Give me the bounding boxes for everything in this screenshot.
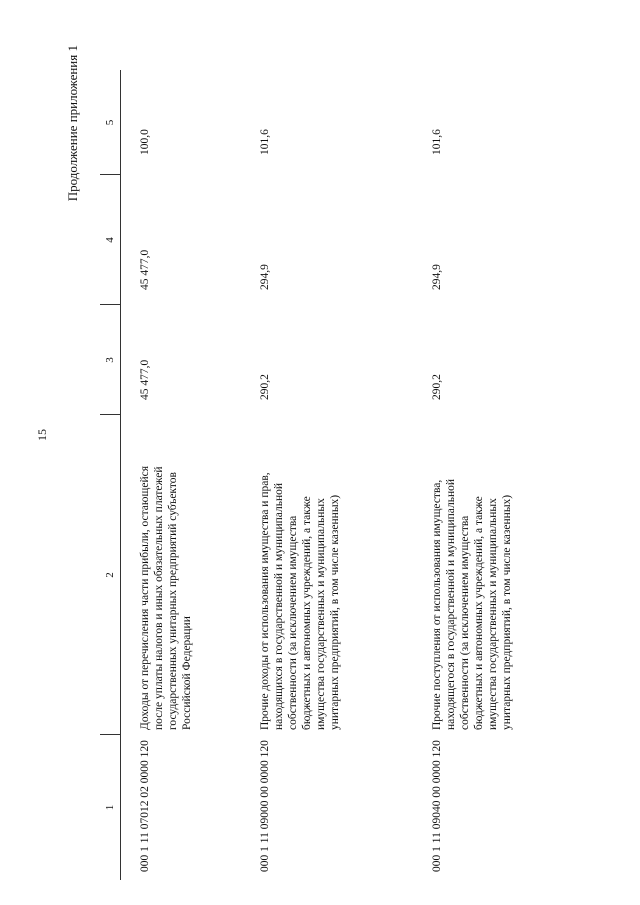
rotated-page [30, 20, 610, 880]
data-table [100, 70, 575, 880]
column-header-2: 2 [104, 572, 116, 578]
column-header-5: 5 [104, 119, 116, 126]
table-row-col4: 45 477,0 [139, 249, 151, 290]
table-row-description: Доходы от перечисления части прибыли, остающейся после уплаты налогов и иных обязательных платежей государственных унитарных предприятий субъектов Российской Федерации [139, 465, 193, 730]
table-row-code: 000 1 11 09040 00 0000 120 [431, 740, 443, 872]
table-row-col4: 294,9 [431, 264, 443, 290]
column-header-3: 3 [104, 357, 116, 363]
table-row-col3: 290,2 [259, 374, 271, 400]
table-row-code: 000 1 11 09000 00 0000 120 [259, 740, 271, 872]
page-number: 15 [35, 429, 49, 441]
table-row-code: 000 1 11 07012 02 0000 120 [139, 740, 151, 872]
table-row-col5: 101,6 [259, 129, 271, 155]
table-row-col4: 294,9 [259, 264, 271, 290]
column-header-4: 4 [104, 237, 116, 243]
table-row-col3: 290,2 [431, 374, 443, 400]
table-row-col5: 101,6 [431, 129, 443, 155]
table-header [100, 70, 121, 880]
table-row-col3: 45 477,0 [139, 359, 151, 400]
table-row-description: Прочие доходы от использования имущества и прав, находящихся в государственной и муниципальной собственности (за исключением имущества бюджетных и автономных учреждений, а также имущества государственных и муниципальных унитарных предприятий, в том числе казенных) [259, 472, 341, 730]
column-header-1: 1 [104, 804, 116, 811]
continuation-label: Продолжение приложения 1 [65, 45, 80, 202]
table-row-description: Прочие поступления от использования имущества, находящегося в государственной и муниципальной собственности (за исключением имущества бюджетных и автономных учреждений, а также имущества государственных и муниципальных унитарных предприятий, в том числе казенных) [431, 478, 513, 730]
table-row-col5: 100,0 [139, 129, 151, 155]
